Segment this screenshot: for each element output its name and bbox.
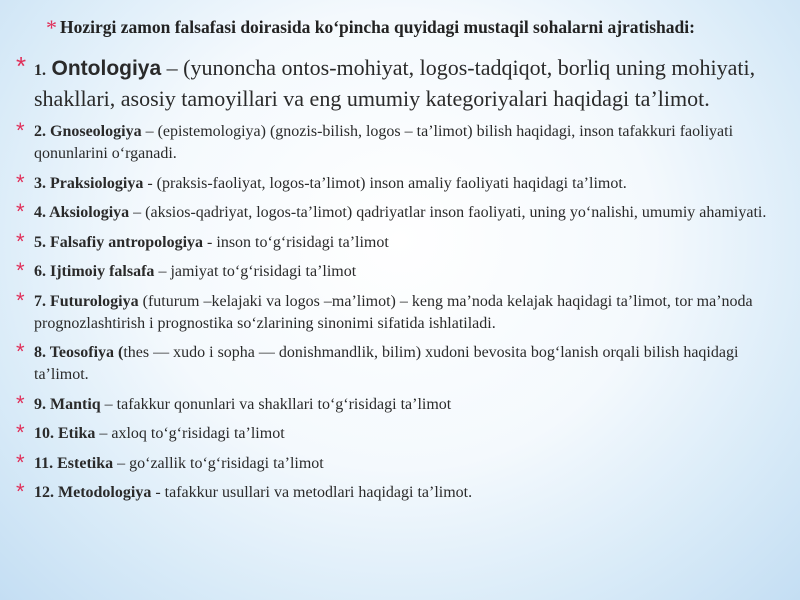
list-item [16,339,786,386]
item-description: thes — xudo i sopha — donishmandlik, bilim) xudoni bevosita bog‘lanish orqali bilish haqidagi ta’limot. [34,344,739,383]
item-term: Aksiologiya [49,204,130,221]
list-item [16,228,786,254]
bullet-asterisk-icon: * [16,339,25,364]
bullet-asterisk-icon: * [16,199,25,224]
field-list [16,51,786,512]
bullet-asterisk-icon: * [16,390,25,416]
item-description: tafakkur usullari va metodlari haqidagi ta’limot. [164,484,473,501]
item-term: Metodologiya [58,484,152,501]
item-number: 4. [34,204,46,221]
item-description: (futurum –kelajaki va logos –ma’limot) – keng ma’noda kelajak haqidagi ta’limot, tor ma’noda prognozlashtirish i prognostika so‘zlarining sinonimi sifatida ishlatiladi. [34,292,753,332]
item-separator: – [100,395,117,413]
item-number: 6. [34,263,46,280]
item-separator: - [143,174,157,192]
list-item [16,287,786,335]
item-separator: - [151,484,165,501]
item-separator: – [113,454,130,472]
item-number: 8. [34,344,46,361]
item-description: (epistemologiya) (gnozis-bilish, logos – ta’limot) bilish haqidagi, inson tafakkuri faoliyati qonunlarini o‘rganadi. [34,123,734,162]
item-term: Futurologiya [50,292,139,310]
item-number: 11. [34,454,54,472]
item-number: 12. [34,484,54,501]
item-description: tafakkur qonunlari va shakllari to‘g‘risidagi ta’limot [116,395,452,413]
item-number: 3. [34,174,46,192]
item-term: Falsafiy antropologiya [50,233,204,251]
bullet-asterisk-icon: * [46,15,57,40]
item-description: go‘zallik to‘g‘risidagi ta’limot [129,454,324,472]
slide-header [46,16,786,39]
item-description: axloq to‘g‘risidagi ta’limot [111,425,285,442]
item-number: 1. [34,62,46,79]
bullet-asterisk-icon: * [16,287,25,313]
bullet-asterisk-icon: * [16,169,25,195]
item-term: Gnoseologiya [50,123,142,140]
list-item [16,390,786,416]
item-separator: - [203,233,217,251]
item-description: jamiyat to‘g‘risidagi ta’limot [170,263,357,280]
list-item [16,449,786,475]
bullet-asterisk-icon: * [16,420,25,445]
bullet-asterisk-icon: * [16,479,25,504]
item-term: Ontologiya [51,57,162,80]
list-item [16,169,786,195]
item-number: 9. [34,395,46,413]
list-item [16,420,786,445]
item-number: 2. [34,123,46,140]
item-term: Mantiq [50,395,101,413]
item-separator: – [141,123,158,140]
item-separator: – [154,263,171,280]
item-description: (aksios-qadriyat, logos-ta’limot) qadriyatlar inson faoliyati, uning yo‘nalishi, umumiy ahamiyati. [145,204,767,221]
item-separator: – [129,204,146,221]
list-item [16,479,786,504]
bullet-asterisk-icon: * [16,258,25,283]
item-number: 7. [34,292,46,310]
bullet-asterisk-icon: * [16,228,25,254]
bullet-asterisk-icon: * [16,449,25,475]
item-term: Teosofiya ( [49,344,124,361]
item-term: Ijtimoiy falsafa [50,263,155,280]
item-term: Praksiologiya [50,174,144,192]
list-item [16,51,786,113]
bullet-asterisk-icon: * [16,118,25,143]
item-description: inson to‘g‘risidagi ta’limot [216,233,389,251]
list-item [16,118,786,165]
list-item [16,258,786,283]
item-number: 10. [34,425,54,442]
bullet-asterisk-icon: * [16,51,27,81]
item-description: (yunoncha ontos-mohiyat, logos-tadqiqot, borliq uning mohiyati, shakllari, asosiy tamoyillari va eng umumiy kategoriyalari haqidagi ta’limot. [34,55,756,111]
item-number: 5. [34,233,46,251]
item-term: Etika [58,425,96,442]
list-item [16,199,786,224]
item-separator: – [161,55,184,80]
item-description: (praksis-faoliyat, logos-ta’limot) inson amaliy faoliyati haqidagi ta’limot. [156,174,627,192]
item-separator: – [95,425,112,442]
item-term: Estetika [57,454,114,472]
header-title: Hozirgi zamon falsafasi doirasida ko‘pincha quyidagi mustaqil sohalarni ajratishadi: [60,17,695,37]
